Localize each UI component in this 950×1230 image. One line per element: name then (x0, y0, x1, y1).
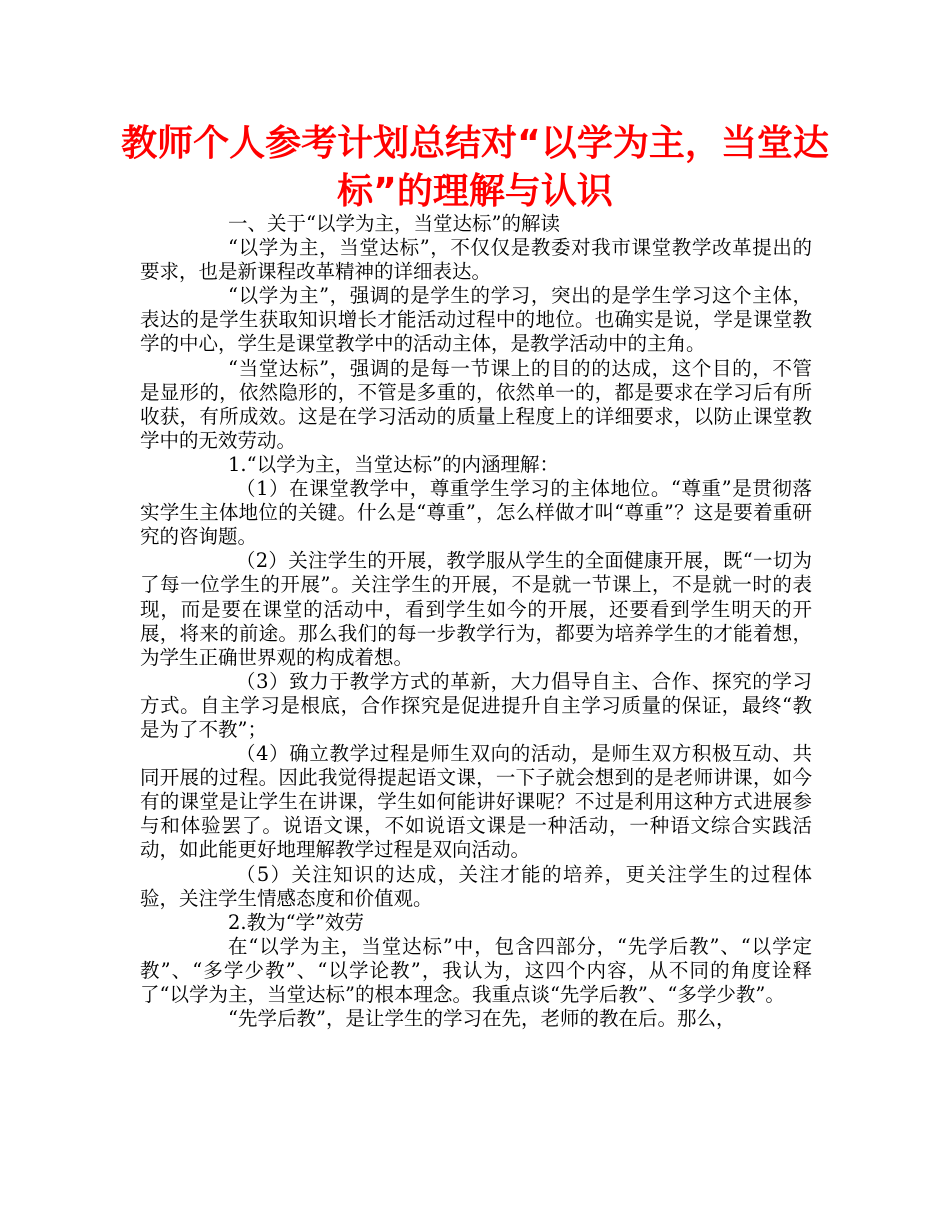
list-item: （4）确立教学过程是师生双向的活动，是师生双方积极互动、共同开展的过程。因此我觉得提起语文课，一下子就会想到的是老师讲课，如今有的课堂是让学生在讲课，学生如何能讲好课呢？不过是利用这种方式进展参与和体验罢了。说语文课，不如说语文课是一种活动，一种语文综合实践活动，如此能更好地理解教学过程是双向活动。 (140, 742, 812, 862)
list-item: （2）关注学生的开展，教学服从学生的全面健康开展，既“一切为了每一位学生的开展”。关注学生的开展，不是就一节课上，不是就一时的表现，而是要在课堂的活动中，看到学生如今的开展，还要看到学生明天的开展，将来的前途。那么我们的每一步教学行为，都要为培养学生的才能着想，为学生正确世界观的构成着想。 (140, 549, 812, 669)
document-body (140, 212, 812, 1031)
paragraph: “先学后教”，是让学生的学习在先，老师的教在后。那么， (228, 1007, 736, 1031)
paragraph: “当堂达标”，强调的是每一节课上的目的的达成，这个目的，不管是显形的，依然隐形的，不管是多重的，依然单一的，都是要求在学习后有所收获，有所成效。这是在学习活动的质量上程度上的详细要求，以防止课堂教学中的无效劳动。 (140, 356, 812, 452)
paragraph: 在“以学为主，当堂达标”中，包含四部分，“先学后教”、“以学定教”、“多学少教”、“以学论教”，我认为，这四个内容，从不同的角度诠释了“以学为主，当堂达标”的根本理念。我重点谈“先学后教”、“多学少教”。 (140, 934, 812, 1006)
paragraph: “以学为主，当堂达标”，不仅仅是教委对我市课堂教学改革提出的要求，也是新课程改革精神的详细表达。 (140, 236, 812, 284)
paragraph: “以学为主”，强调的是学生的学习，突出的是学生学习这个主体，表达的是学生获取知识增长才能活动过程中的地位。也确实是说，学是课堂教学的中心，学生是课堂教学中的活动主体，是教学活动中的主角。 (140, 284, 812, 356)
list-item: （3）致力于教学方式的革新，大力倡导自主、合作、探究的学习方式。自主学习是根底，合作探究是促进提升自主学习质量的保证，最终“教是为了不教”； (140, 669, 812, 741)
document-title: 教师个人参考计划总结对“以学为主，当堂达标”的理解与认识 (121, 123, 829, 212)
subheading-1: 1.“以学为主，当堂达标”的内涵理解： (228, 452, 560, 476)
section-heading-1: 一、关于“以学为主，当堂达标”的解读 (228, 212, 560, 235)
list-item: （1）在课堂教学中，尊重学生学习的主体地位。“尊重”是贯彻落实学生主体地位的关键。什么是“尊重”，怎么样做才叫“尊重”？这是要着重研究的咨询题。 (140, 477, 812, 549)
list-item: （5）关注知识的达成，关注才能的培养，更关注学生的过程体验，关注学生情感态度和价值观。 (140, 862, 812, 910)
subheading-2: 2.教为“学”效劳 (228, 910, 365, 934)
